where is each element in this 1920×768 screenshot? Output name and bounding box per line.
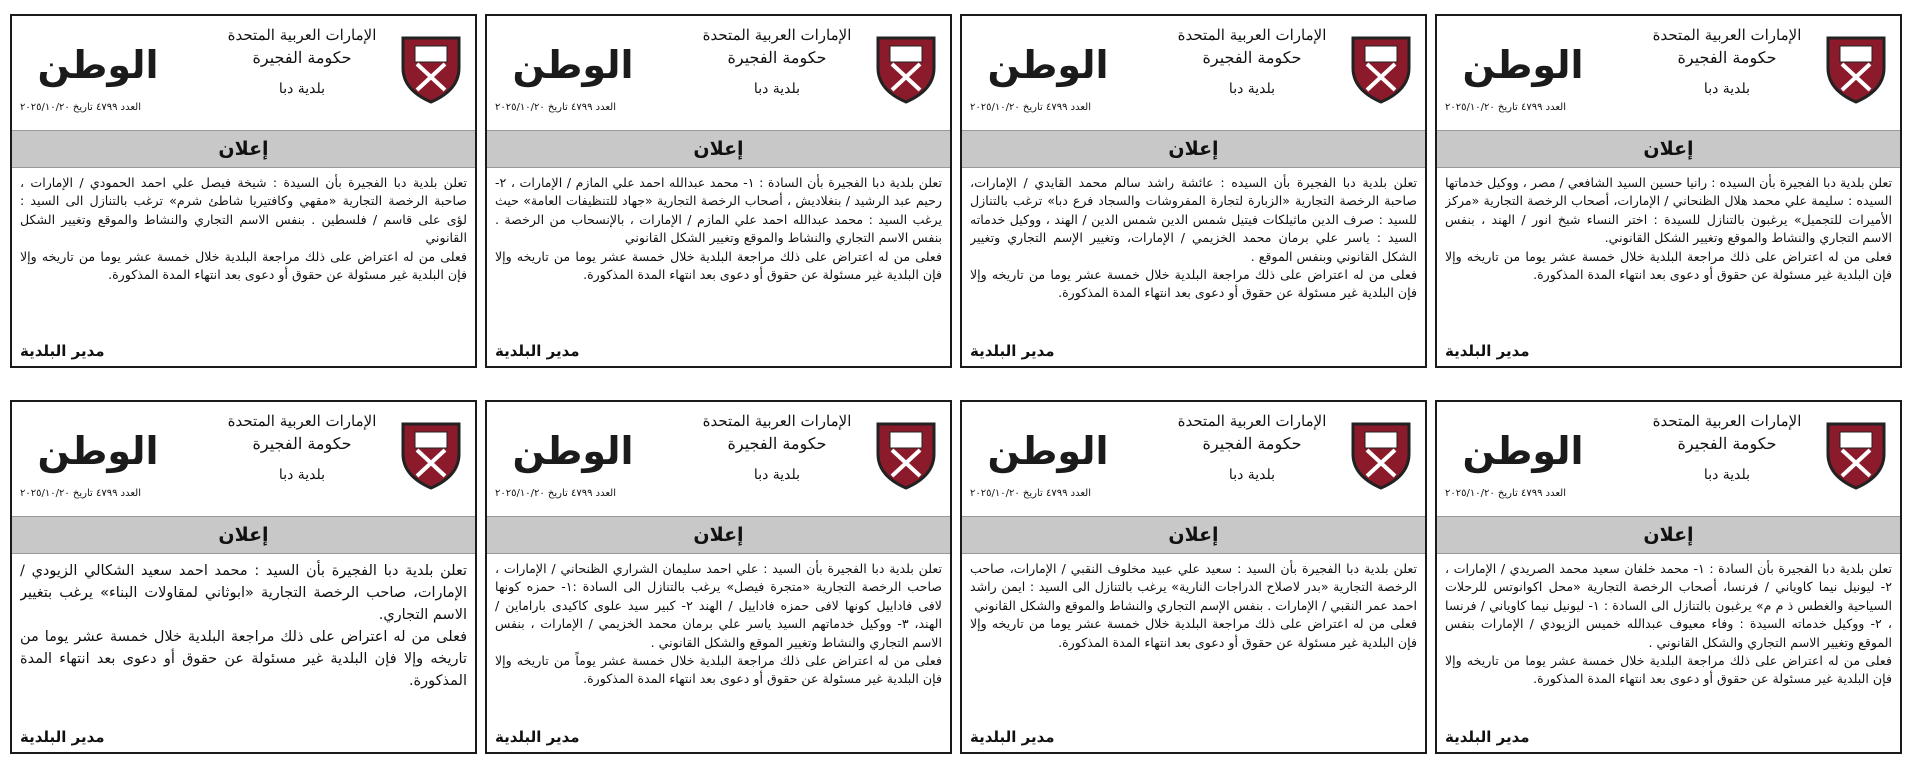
government-lines [692, 410, 862, 488]
svg-text:الوطن: الوطن [512, 429, 634, 473]
municipality-name: بلدية دبا [1703, 467, 1751, 483]
signature: مدير البلدية [970, 342, 1055, 360]
fujairah-emblem-icon [1824, 418, 1888, 490]
issue-line: العدد ٤٧٩٩ تاريخ ٢٠٢٥/١٠/٢٠ [20, 488, 141, 499]
notice-closing: فعلى من له اعتراض على ذلك مراجعة البلدية خلال خمسة عشر يوما من تاريخه وإلا فإن البلدية غير مسئولة عن حقوق أو دعوى بعد انتهاء المدة المذكورة. [970, 267, 1417, 301]
notice-closing: فعلى من له اعتراض على ذلك مراجعة البلدية خلال خمسة عشر يوما من تاريخه وإلا فإن البلدية غير مسئولة عن حقوق أو دعوى بعد انتهاء المدة المذكورة. [20, 248, 467, 283]
notice-card [1435, 14, 1902, 368]
notice-header [1437, 16, 1900, 130]
government-lines [217, 410, 387, 488]
notice-closing: فعلى من له اعتراض على ذلك مراجعة البلدية خلال خمسة عشر يوماً من تاريخه وإلا فإن البلدية غير مسئولة عن حقوق أو دعوى بعد انتهاء المدة المذكورة. [495, 653, 942, 687]
notice-header [962, 16, 1425, 130]
notice-card [1435, 400, 1902, 754]
issue-line: العدد ٤٧٩٩ تاريخ ٢٠٢٥/١٠/٢٠ [495, 102, 616, 113]
government-lines [1642, 410, 1812, 488]
alwatan-logo [976, 420, 1121, 480]
fujairah-emblem-icon [874, 32, 938, 104]
notice-card [485, 400, 952, 754]
announcement-heading: إعلان [962, 516, 1425, 554]
notice-header [12, 16, 475, 130]
notice-closing: فعلى من له اعتراض على ذلك مراجعة البلدية خلال خمسة عشر يوما من تاريخه وإلا فإن البلدية غير مسئولة عن حقوق أو دعوى بعد انتهاء المدة المذكورة. [20, 629, 467, 689]
notice-text: تعلن بلدية دبا الفجيرة بأن السيدة : شيخة فيصل علي احمد الحمودي / الإمارات ، صاحبة الرخصة التجارية «مقهي وكافتيريا شاطئ شرم» ترغب بالتنازل الى السيد : لؤى على قاسم / فلسطين . بنفس الاسم التجاري والنشاط والموقع وتغيير الشكل القانوني [20, 175, 467, 246]
svg-text:الوطن: الوطن [1462, 43, 1584, 87]
notice-header [12, 402, 475, 516]
issue-line: العدد ٤٧٩٩ تاريخ ٢٠٢٥/١٠/٢٠ [1445, 102, 1566, 113]
issue-line: العدد ٤٧٩٩ تاريخ ٢٠٢٥/١٠/٢٠ [20, 102, 141, 113]
announcement-heading: إعلان [487, 516, 950, 554]
country-name: الإمارات العربية المتحدة [702, 26, 852, 44]
country-name: الإمارات العربية المتحدة [1652, 26, 1802, 44]
notice-body [495, 560, 942, 716]
notice-card [10, 400, 477, 754]
svg-text:الوطن: الوطن [987, 429, 1109, 473]
country-name: الإمارات العربية المتحدة [1177, 412, 1327, 430]
signature: مدير البلدية [1445, 342, 1530, 360]
government-lines [692, 24, 862, 102]
government-name: حكومة الفجيرة [1202, 434, 1302, 453]
svg-text:الوطن: الوطن [37, 43, 159, 87]
fujairah-emblem-icon [1349, 32, 1413, 104]
svg-text:الوطن: الوطن [987, 43, 1109, 87]
municipality-name: بلدية دبا [278, 81, 326, 97]
notice-text: تعلن بلدية دبا الفجيرة بأن السيد : علي احمد سليمان الشراري الظنحاني / الإمارات ، صاحب الرخصة التجارية «متجرة فيصل» يرغب بالتنازل الى السادة :١- حمزه كونها لافى فاداييل كونها لافى حمزه فاداييل / الهند ٢- كبير سيد علوى كاكيدى باراماين / الهند، ٣- ووكيل خدماتهم السيد ياسر علي برمان محمد الخزيمي / الإمارات ، بنفس الاسم التجاري والنشاط وتغيير الموقع والشكل القانوني . [495, 561, 942, 650]
announcement-heading: إعلان [1437, 516, 1900, 554]
country-name: الإمارات العربية المتحدة [702, 412, 852, 430]
country-name: الإمارات العربية المتحدة [227, 26, 377, 44]
announcement-heading: إعلان [962, 130, 1425, 168]
notice-card [960, 14, 1427, 368]
country-name: الإمارات العربية المتحدة [1652, 412, 1802, 430]
signature: مدير البلدية [970, 728, 1055, 746]
government-lines [1642, 24, 1812, 102]
svg-text:الوطن: الوطن [512, 43, 634, 87]
notice-body [1445, 560, 1892, 716]
alwatan-logo [501, 420, 646, 480]
fujairah-emblem-icon [399, 32, 463, 104]
fujairah-emblem-icon [399, 418, 463, 490]
alwatan-logo [26, 34, 171, 94]
signature: مدير البلدية [495, 342, 580, 360]
notice-text: تعلن بلدية دبا الفجيرة بأن السيد : سعيد علي عبيد مخلوف النقبي / الإمارات، صاحب الرخصة التجارية «بدر لاصلاح الدراجات النارية» يرغب بالتنازل الى السيد : ايمن راشد احمد عمر النقبي / الإمارات . بنفس الإسم التجاري والنشاط والموقع والشكل القانوني [970, 561, 1417, 613]
alwatan-logo [1451, 420, 1596, 480]
municipality-name: بلدية دبا [1703, 81, 1751, 97]
notice-card [960, 400, 1427, 754]
alwatan-logo [976, 34, 1121, 94]
notice-header [1437, 402, 1900, 516]
municipality-name: بلدية دبا [753, 467, 801, 483]
notice-header [487, 402, 950, 516]
government-name: حكومة الفجيرة [252, 434, 352, 453]
notice-card [485, 14, 952, 368]
issue-line: العدد ٤٧٩٩ تاريخ ٢٠٢٥/١٠/٢٠ [1445, 488, 1566, 499]
notice-closing: فعلى من له اعتراض على ذلك مراجعة البلدية خلال خمسة عشر يوما من تاريخه وإلا فإن البلدية غير مسئولة عن حقوق أو دعوى بعد انتهاء المدة المذكورة. [1445, 653, 1892, 687]
fujairah-emblem-icon [1824, 32, 1888, 104]
government-name: حكومة الفجيرة [727, 48, 827, 67]
government-lines [217, 24, 387, 102]
signature: مدير البلدية [20, 728, 105, 746]
notice-closing: فعلى من له اعتراض على ذلك مراجعة البلدية خلال خمسة عشر يوما من تاريخه وإلا فإن البلدية غير مسئولة عن حقوق أو دعوى بعد انتهاء المدة المذكورة. [495, 248, 942, 283]
country-name: الإمارات العربية المتحدة [1177, 26, 1327, 44]
alwatan-logo [26, 420, 171, 480]
notice-text: تعلن بلدية دبا الفجيرة بأن السيده : رانيا حسين السيد الشافعي / مصر ، ووكيل خدماتها السيده : سليمة علي محمد هلال الظنحاني / الإمارات، أصحاب الرخصة التجارية «مركز الأميرات للتجميل» يرغبون بالتنازل للسيدة : اختر النساء شيخ انور / الهند ، بنفس الاسم التجاري والنشاط والموقع وتغيير الشكل القانوني. [1445, 175, 1892, 246]
municipality-name: بلدية دبا [1228, 467, 1276, 483]
announcement-heading: إعلان [12, 516, 475, 554]
government-name: حكومة الفجيرة [252, 48, 352, 67]
notice-text: تعلن بلدية دبا الفجيرة بأن السيد : محمد احمد سعيد الشكالي الزيودي / الإمارات، صاحب الرخصة التجارية «ابوثاني لمقاولات البناء» يرغب بتغيير الاسم التجاري. [20, 563, 467, 623]
notice-body [970, 560, 1417, 716]
government-name: حكومة الفجيرة [1677, 434, 1777, 453]
notice-closing: فعلى من له اعتراض على ذلك مراجعة البلدية خلال خمسة عشر يوما من تاريخه وإلا فإن البلدية غير مسئولة عن حقوق أو دعوى بعد انتهاء المدة المذكورة. [970, 616, 1417, 650]
country-name: الإمارات العربية المتحدة [227, 412, 377, 430]
alwatan-logo [501, 34, 646, 94]
notice-body [20, 560, 467, 716]
notice-text: تعلن بلدية دبا الفجيرة بأن السادة : ١- محمد خلفان سعيد محمد الصريدي / الإمارات ، ٢- ليونيل نيما كاوياني / فرنسا، أصحاب الرخصة التجارية «محل اكوانوتس للرحلات السياحية والغطس ذ م م» يرغبون بالتنازل الى السادة : ١- ليونيل نيما كاوياني / فرنسا ، ٢- ووكيل خدماته السيدة : وفاء معيوف عبدالله خميس الزيودي / الإمارات بنفس الموقع وتغيير الاسم التجاري والشكل القانوني . [1445, 561, 1892, 650]
notice-header [962, 402, 1425, 516]
signature: مدير البلدية [20, 342, 105, 360]
municipality-name: بلدية دبا [753, 81, 801, 97]
government-name: حكومة الفجيرة [727, 434, 827, 453]
svg-text:الوطن: الوطن [1462, 429, 1584, 473]
government-lines [1167, 24, 1337, 102]
notice-header [487, 16, 950, 130]
notice-body [1445, 174, 1892, 330]
signature: مدير البلدية [495, 728, 580, 746]
municipality-name: بلدية دبا [278, 467, 326, 483]
notice-body [970, 174, 1417, 330]
announcement-heading: إعلان [12, 130, 475, 168]
issue-line: العدد ٤٧٩٩ تاريخ ٢٠٢٥/١٠/٢٠ [970, 102, 1091, 113]
issue-line: العدد ٤٧٩٩ تاريخ ٢٠٢٥/١٠/٢٠ [495, 488, 616, 499]
announcement-heading: إعلان [487, 130, 950, 168]
notice-closing: فعلى من له اعتراض على ذلك مراجعة البلدية خلال خمسة عشر يوما من تاريخه وإلا فإن البلدية غير مسئولة عن حقوق أو دعوى بعد انتهاء المدة المذكورة. [1445, 248, 1892, 283]
issue-line: العدد ٤٧٩٩ تاريخ ٢٠٢٥/١٠/٢٠ [970, 488, 1091, 499]
government-name: حكومة الفجيرة [1202, 48, 1302, 67]
government-name: حكومة الفجيرة [1677, 48, 1777, 67]
signature: مدير البلدية [1445, 728, 1530, 746]
government-lines [1167, 410, 1337, 488]
fujairah-emblem-icon [1349, 418, 1413, 490]
notice-card [10, 14, 477, 368]
notice-text: تعلن بلدية دبا الفجيرة بأن السادة : ١- محمد عبدالله احمد علي المازم / الإمارات ، ٢- رحيم عبد الرشيد / بنغلاديش ، أصحاب الرخصة التجارية «جهاد للتنظيفات العامة» حيث يرغب السيد : محمد عبدالله احمد علي المازم / الإمارات ، بالإنسحاب من الرخصة . بنفس الاسم التجاري والنشاط والموقع وتغيير الشكل القانوني [495, 175, 942, 246]
svg-text:الوطن: الوطن [37, 429, 159, 473]
notice-body [20, 174, 467, 330]
notice-text: تعلن بلدية دبا الفجيرة بأن السيده : عائشة راشد سالم محمد القايدي / الإمارات، صاحبة الرخصة التجارية «الزبارة لتجارة المفروشات والسجاد فرع دبا» ترغب بالتنازل للسيد : صرف الدين ماثيلكات فيتيل شمس الدين شمس الدين / الهند ، ووكيل خدماته السيد : ياسر علي برمان محمد الخزيمي / الإمارات، وتغيير الإسم التجاري وتغيير الشكل القانوني وبنفس الموقع . [970, 175, 1417, 264]
announcement-heading: إعلان [1437, 130, 1900, 168]
notice-body [495, 174, 942, 330]
municipality-name: بلدية دبا [1228, 81, 1276, 97]
fujairah-emblem-icon [874, 418, 938, 490]
alwatan-logo [1451, 34, 1596, 94]
